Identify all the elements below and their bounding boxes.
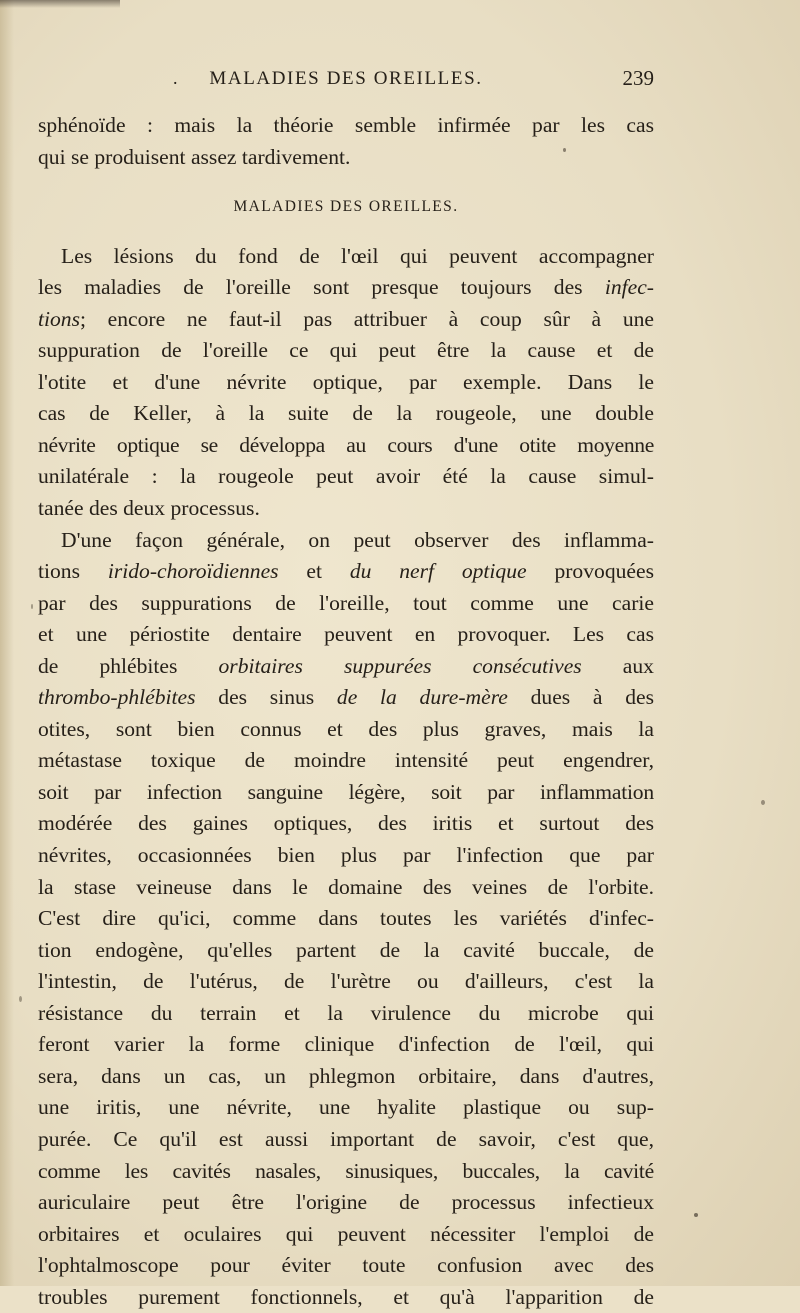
text-line: l'ophtalmoscope pour éviter toute confusion avec des [38,1253,654,1278]
paper-speck [761,800,765,805]
text-line: purée. Ce qu'il est aussi important de savoir, c'est que, [38,1126,654,1151]
paper-speck [19,996,22,1002]
text-line: sera, dans un cas, un phlegmon orbitaire, dans d'autres, [38,1063,654,1088]
text-line: tions; encore ne faut-il pas attribuer à coup sûr à une [38,306,654,331]
section-heading: MALADIES DES OREILLES. [233,198,459,216]
text-line: qui se produisent assez tardivement. [38,144,351,169]
text-line: métastase toxique de moindre intensité peut engendrer, [38,748,654,773]
text-line: tions irido-choroïdiennes et du nerf optique provoquées [38,559,654,584]
text-line: soit par infection sanguine légère, soit par inflammation [38,779,654,804]
italic-term: tions [38,306,80,331]
italic-term: de la dure-mère [336,685,508,710]
italic-term: du nerf optique [349,559,527,584]
text-line: la stase veineuse dans le domaine des veines de l'orbite. [38,874,654,899]
running-head-dot: . [173,68,178,88]
text-line: C'est dire qu'ici, comme dans toutes les variétés d'infec- [38,906,654,931]
text-line: l'intestin, de l'utérus, de l'urètre ou d'ailleurs, c'est la [38,969,654,994]
text-line: tion endogène, qu'elles partent de la cavité buccale, de [38,937,654,962]
text-line: unilatérale : la rougeole peut avoir été la cause simul- [38,464,654,489]
italic-term: infec- [604,275,654,300]
text-line: comme les cavités nasales, sinusiques, buccales, la cavité [38,1158,654,1183]
text-line: résistance du terrain et la virulence du microbe qui [38,1000,654,1025]
text-line: tanée des deux processus. [38,496,260,521]
text-line: névrite optique se développa au cours d'une otite moyenne [38,432,654,457]
text-line: de phlébites orbitaires suppurées consécutives aux [38,653,654,678]
paper-speck [563,148,566,152]
italic-term: thrombo-phlébites [38,685,196,710]
text-line: l'otite et d'une névrite optique, par exemple. Dans le [38,369,654,394]
text-line: feront varier la forme clinique d'infection de l'œil, qui [38,1032,654,1057]
text-line: une iritis, une névrite, une hyalite plastique ou sup- [38,1095,654,1120]
text-line: troubles purement fonctionnels, et qu'à l'apparition de [38,1284,654,1309]
text-line: orbitaires et oculaires qui peuvent nécessiter l'emploi de [38,1221,654,1246]
text-line: otites, sont bien connus et des plus graves, mais la [38,716,654,741]
italic-term: irido-choroïdiennes [107,559,279,584]
text-line: modérée des gaines optiques, des iritis et surtout des [38,811,654,836]
text-line: sphénoïde : mais la théorie semble infirmée par les cas [38,113,654,137]
body-text [38,110,654,1313]
text-line: par des suppurations de l'oreille, tout comme une carie [38,590,654,615]
text-line: et une périostite dentaire peuvent en provoquer. Les cas [38,622,654,647]
text-line: thrombo-phlébites des sinus de la dure-mère dues à des [38,685,655,710]
italic-term: orbitaires suppurées consécutives [218,653,582,678]
running-head [38,66,654,94]
text-line: D'une façon générale, on peut observer des inflamma- [61,527,654,552]
paper-speck [31,604,33,609]
text-line: Les lésions du fond de l'œil qui peuvent accompagner [61,243,654,268]
page-top-edge [0,0,120,8]
text-line: suppuration de l'oreille ce qui peut être la cause et de [38,338,654,363]
text-line: cas de Keller, à la suite de la rougeole, une double [38,401,654,426]
text-line: névrites, occasionnées bien plus par l'infection que par [38,843,654,868]
text-line: auriculaire peut être l'origine de processus infectieux [38,1190,654,1215]
running-head-title: MALADIES DES OREILLES. [209,68,483,89]
page-gutter-shadow [0,0,14,1286]
page-number: 239 [622,66,654,90]
text-line: les maladies de l'oreille sont presque toujours des infec- [38,275,654,300]
paper-speck [694,1213,698,1217]
